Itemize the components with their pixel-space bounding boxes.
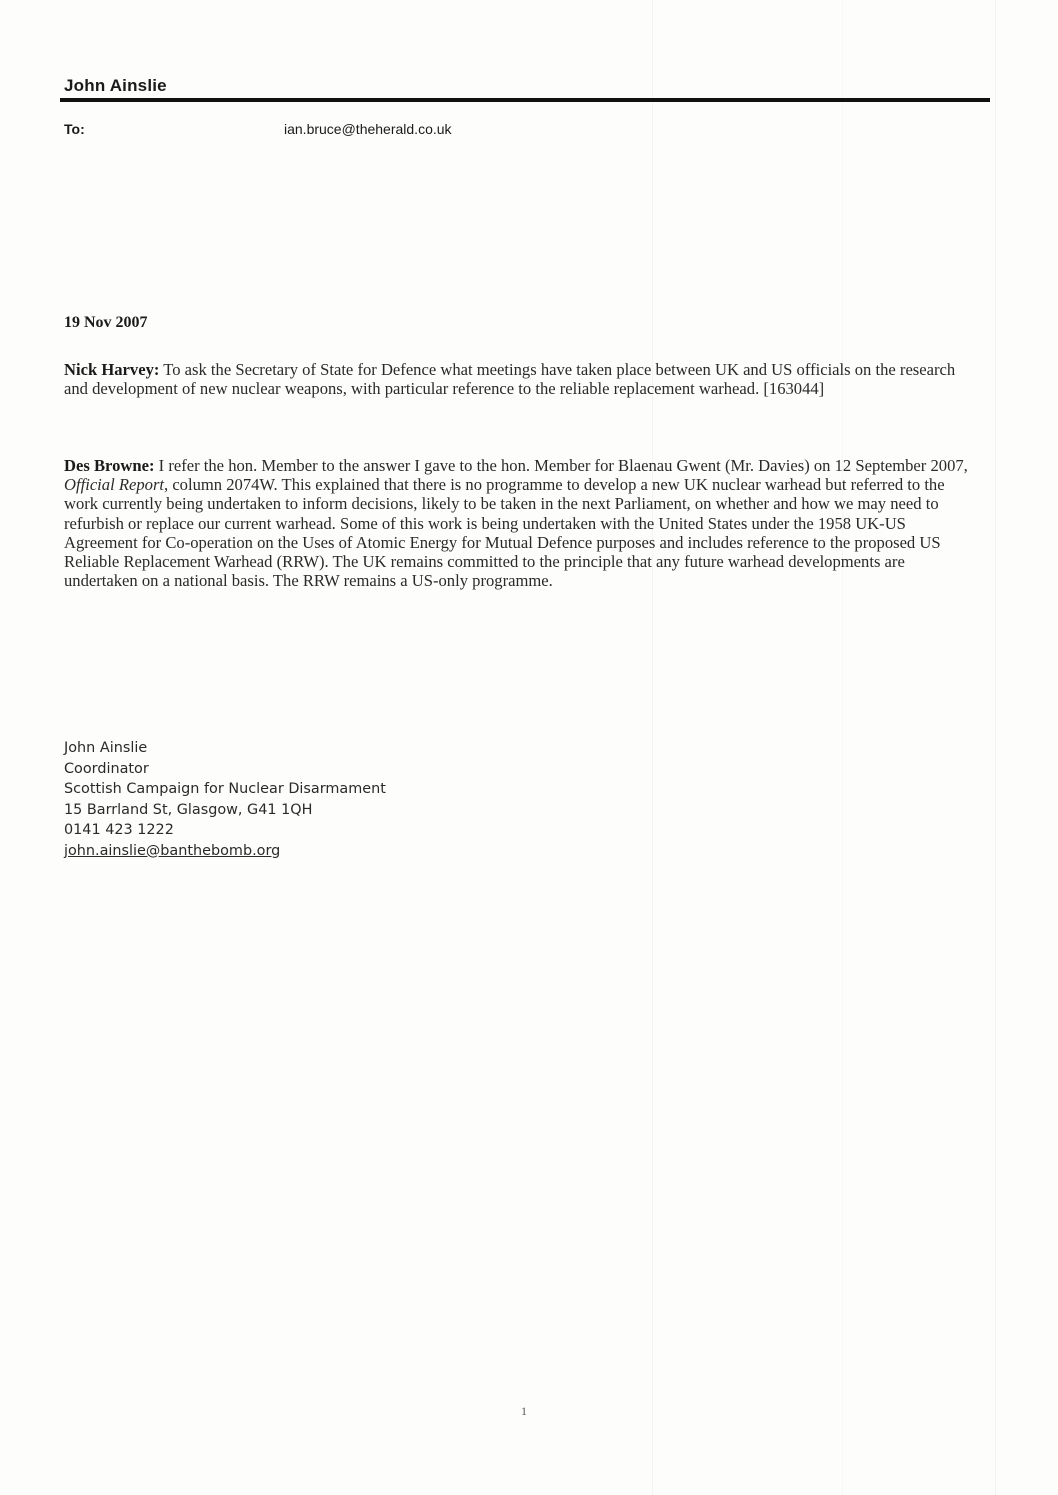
scan-artefact xyxy=(652,0,653,1495)
answer-text-before: I refer the hon. Member to the answer I gave to the hon. Member for Blaenau Gwent (Mr. Davies) on 12 September 2007, xyxy=(154,456,968,475)
signature-organisation: Scottish Campaign for Nuclear Disarmament xyxy=(64,781,386,797)
answer-paragraph xyxy=(64,456,970,590)
signature-email-link[interactable]: john.ainslie@banthebomb.org xyxy=(64,842,281,859)
answer-text-after: , column 2074W. This explained that there is no programme to develop a new UK nuclear warhead but referred to the work currently being undertaken to inform decisions, likely to be taken in the next Parliament, on whether and how we may need to refurbish or replace our current warhead. Some of this work is being undertaken with the United States under the 1958 UK-US Agreement for Co-operation on the Uses of Atomic Energy for Mutual Defence purposes and includes reference to the proposed US Reliable Replacement Warhead (RRW). The UK remains committed to the principle that any future warhead developments are undertaken on a national basis. The RRW remains a US-only programme. xyxy=(64,475,945,591)
scan-artefact xyxy=(995,0,996,1495)
signature-title: Coordinator xyxy=(64,760,149,777)
question-paragraph xyxy=(64,360,970,398)
sender-name-header: John Ainslie xyxy=(64,76,167,95)
signature-phone: 0141 423 1222 xyxy=(64,822,174,838)
answer-speaker: Des Browne: xyxy=(64,456,155,475)
signature-block xyxy=(64,738,386,861)
page-number: 1 xyxy=(521,1404,527,1418)
document-date: 19 Nov 2007 xyxy=(64,314,148,331)
question-text: To ask the Secretary of State for Defence what meetings have taken place between UK and US officials on the research and development of new nuclear weapons, with particular reference to the reliable replacement warhead. [163044] xyxy=(64,360,956,399)
signature-name: John Ainslie xyxy=(64,740,148,756)
header-divider xyxy=(60,98,990,102)
to-label: To: xyxy=(64,121,85,137)
question-speaker: Nick Harvey: xyxy=(64,360,160,379)
signature-address: 15 Barrland St, Glasgow, G41 1QH xyxy=(64,801,313,818)
answer-citation: Official Report xyxy=(64,475,165,495)
recipient-email: ian.bruce@theherald.co.uk xyxy=(284,121,452,137)
scan-artefact xyxy=(842,0,843,1495)
